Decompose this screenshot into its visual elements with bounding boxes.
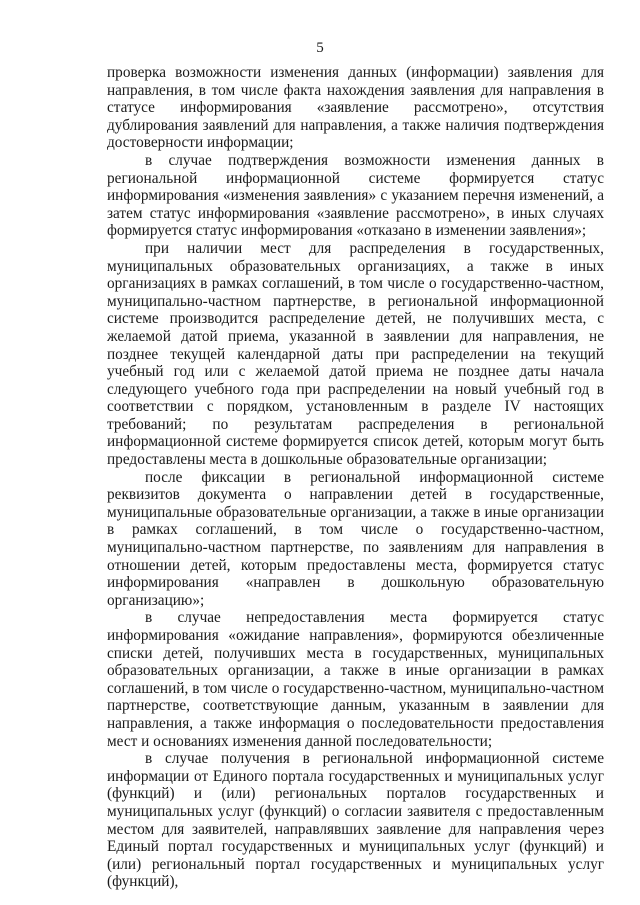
paragraph-3: при наличии мест для распределения в государственных, муниципальных образовательных организациях, а также в иных организациях в рамках соглашений, в том числе о государственно-частном, муниципально-частном партнерстве, в региональной информационной системе производится распределение детей, не получивших места, с желаемой датой приема, указанной в заявлении для направления, не позднее текущей календарной даты при распределении на текущий учебный год или с желаемой датой приема не позднее даты начала следующего учебного года при распределении на новый учебный год в соответствии с порядком, установленным в разделе IV настоящих требований; по результатам распределения в региональной информационной системе формируется список детей, которым могут быть предоставлены места в дошкольные образовательные организации;: [107, 239, 604, 469]
paragraph-1: проверка возможности изменения данных (информации) заявления для направления, в том числе факта нахождения заявления для направления в статусе информирования «заявление рассмотрено», отсутствия дублирования заявлений для направления, а также наличия подтверждения достоверности информации;: [107, 64, 604, 152]
page-number: 5: [316, 40, 324, 56]
paragraph-6: в случае получения в региональной информационной системе информации от Единого портала государственных и муниципальных услуг (функций) и (или) региональных порталов государственных и муниципальных услуг (функций) о согласии заявителя с предоставленным местом для заявителей, направлявших заявление для направления через Единый портал государственных и муниципальных услуг (функций) и (или) региональный портал государственных и муниципальных услуг (функций),: [107, 750, 604, 891]
paragraph-2: в случае подтверждения возможности изменения данных в региональной информационной системе формируется статус информирования «изменения заявления» с указанием перечня изменений, а затем статус информирования «заявление рассмотрено», в иных случаях формируется статус информирования «отказано в изменении заявления»;: [107, 151, 604, 240]
document-body: [107, 64, 604, 891]
paragraph-5: в случае непредоставления места формируется статус информирования «ожидание направления», формируются обезличенные списки детей, получивших места в государственных, муниципальных образовательных организации, а также в иные организации в рамках соглашений, в том числе о государственно-частном, муниципально-частном партнерстве, соответствующие данным, указанным в заявлении для направления, а также информация о последовательности предоставления мест и основаниях изменения данной последовательности;: [107, 609, 604, 750]
paragraph-4: после фиксации в региональной информационной системе реквизитов документа о направлении детей в государственные, муниципальные образовательные организации, а также в иные организации в рамках соглашений, в том числе о государственно-частном, муниципально-частном партнерстве, по заявлениям для направления в отношении детей, которым предоставлены места, формируется статус информирования «направлен в дошкольную образовательную организацию»;: [107, 468, 604, 609]
